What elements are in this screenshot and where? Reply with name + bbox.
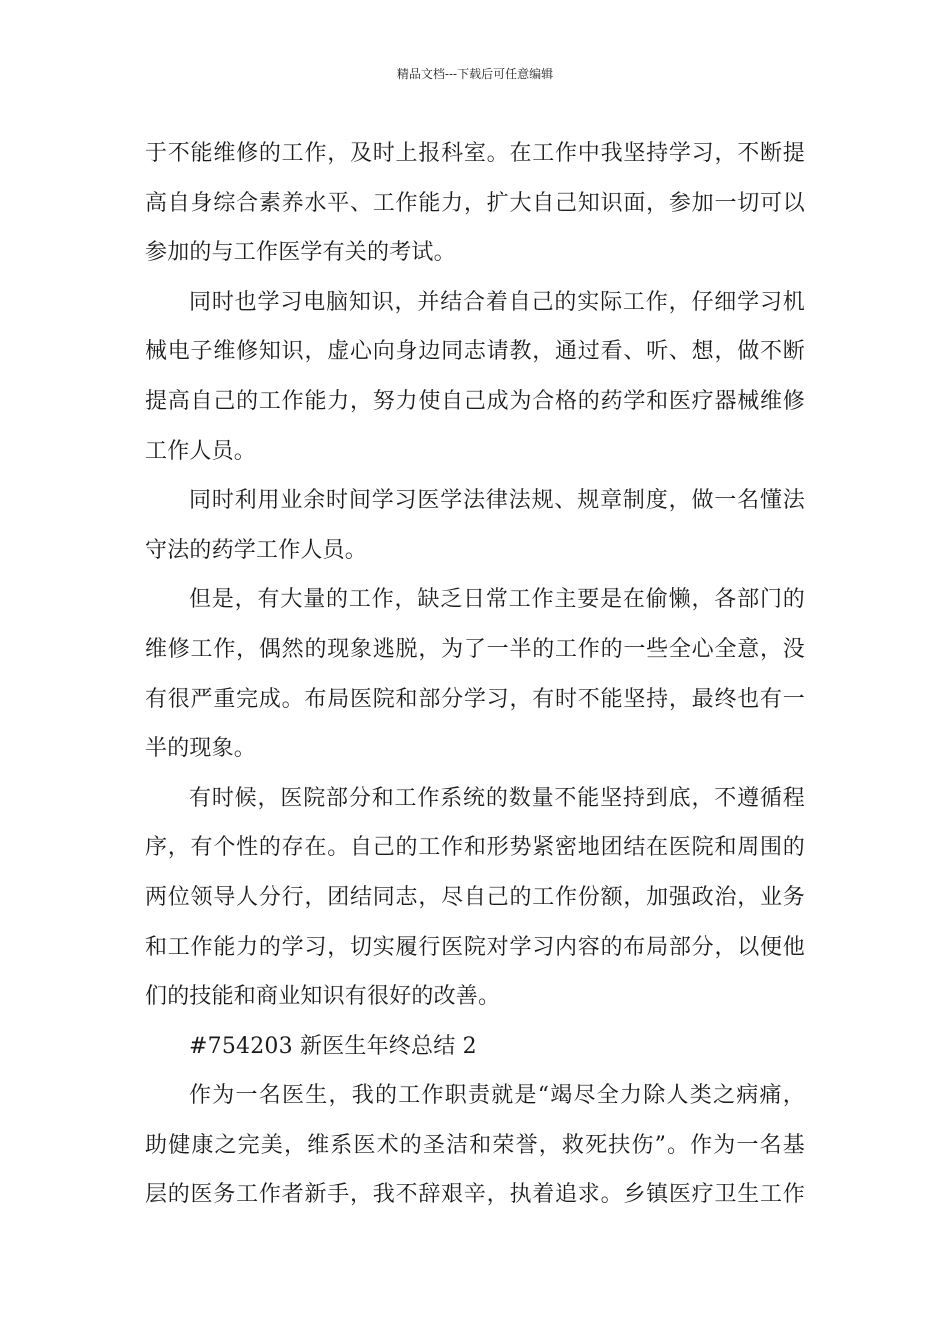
- section-heading: #754203 新医生年终总结 2: [189, 1033, 477, 1059]
- text-line: 层的医务工作者新手，我不辞艰辛，执着追求。乡镇医疗卫生工作: [145, 1182, 805, 1208]
- text-line: 两位领导人分行，团结同志，尽自己的工作份额，加强政治，业务: [145, 884, 805, 910]
- text-line: 高自身综合素养水平、工作能力，扩大自己知识面，参加一切可以: [145, 190, 805, 216]
- text-line: 同时利用业余时间学习医学法律法规、规章制度，做一名懂法: [189, 488, 805, 514]
- text-line: 工作人员。: [145, 438, 257, 464]
- text-line: 和工作能力的学习，切实履行医院对学习内容的布局部分，以便他: [145, 934, 805, 960]
- text-line: 械电子维修知识，虚心向身边同志请教，通过看、听、想，做不断: [145, 339, 805, 365]
- text-line: 于不能维修的工作，及时上报科室。在工作中我坚持学习，不断提: [145, 141, 805, 166]
- text-line: 们的技能和商业知识有很好的改善。: [145, 984, 501, 1010]
- text-line: 助健康之完美，维系医术的圣洁和荣誉，救死扶伤”。作为一名基: [145, 1132, 805, 1158]
- text-line: 维修工作，偶然的现象逃脱，为了一半的工作的一些全心全意，没: [145, 636, 805, 662]
- text-line: 参加的与工作医学有关的考试。: [145, 240, 456, 266]
- text-line: 但是，有大量的工作，缺乏日常工作主要是在偷懒，各部门的: [189, 587, 805, 613]
- text-line: 有很严重完成。布局医院和部分学习，有时不能坚持，最终也有一: [145, 686, 805, 712]
- text-line: 序，有个性的存在。自己的工作和形势紧密地团结在医院和周围的: [145, 835, 805, 861]
- text-line: 同时也学习电脑知识，并结合着自己的实际工作，仔细学习机: [189, 289, 805, 315]
- page-header: 精品文档---下载后可任意编辑: [396, 67, 554, 81]
- text-line: 半的现象。: [145, 736, 257, 762]
- text-line: 有时候，医院部分和工作系统的数量不能坚持到底，不遵循程: [189, 785, 805, 811]
- document-body: [145, 129, 805, 1220]
- text-line: 提高自己的工作能力，努力使自己成为合格的药学和医疗器械维修: [145, 388, 805, 414]
- text-line: 作为一名医生，我的工作职责就是“竭尽全力除人类之病痛，: [189, 1083, 805, 1109]
- text-line: 守法的药学工作人员。: [145, 537, 368, 563]
